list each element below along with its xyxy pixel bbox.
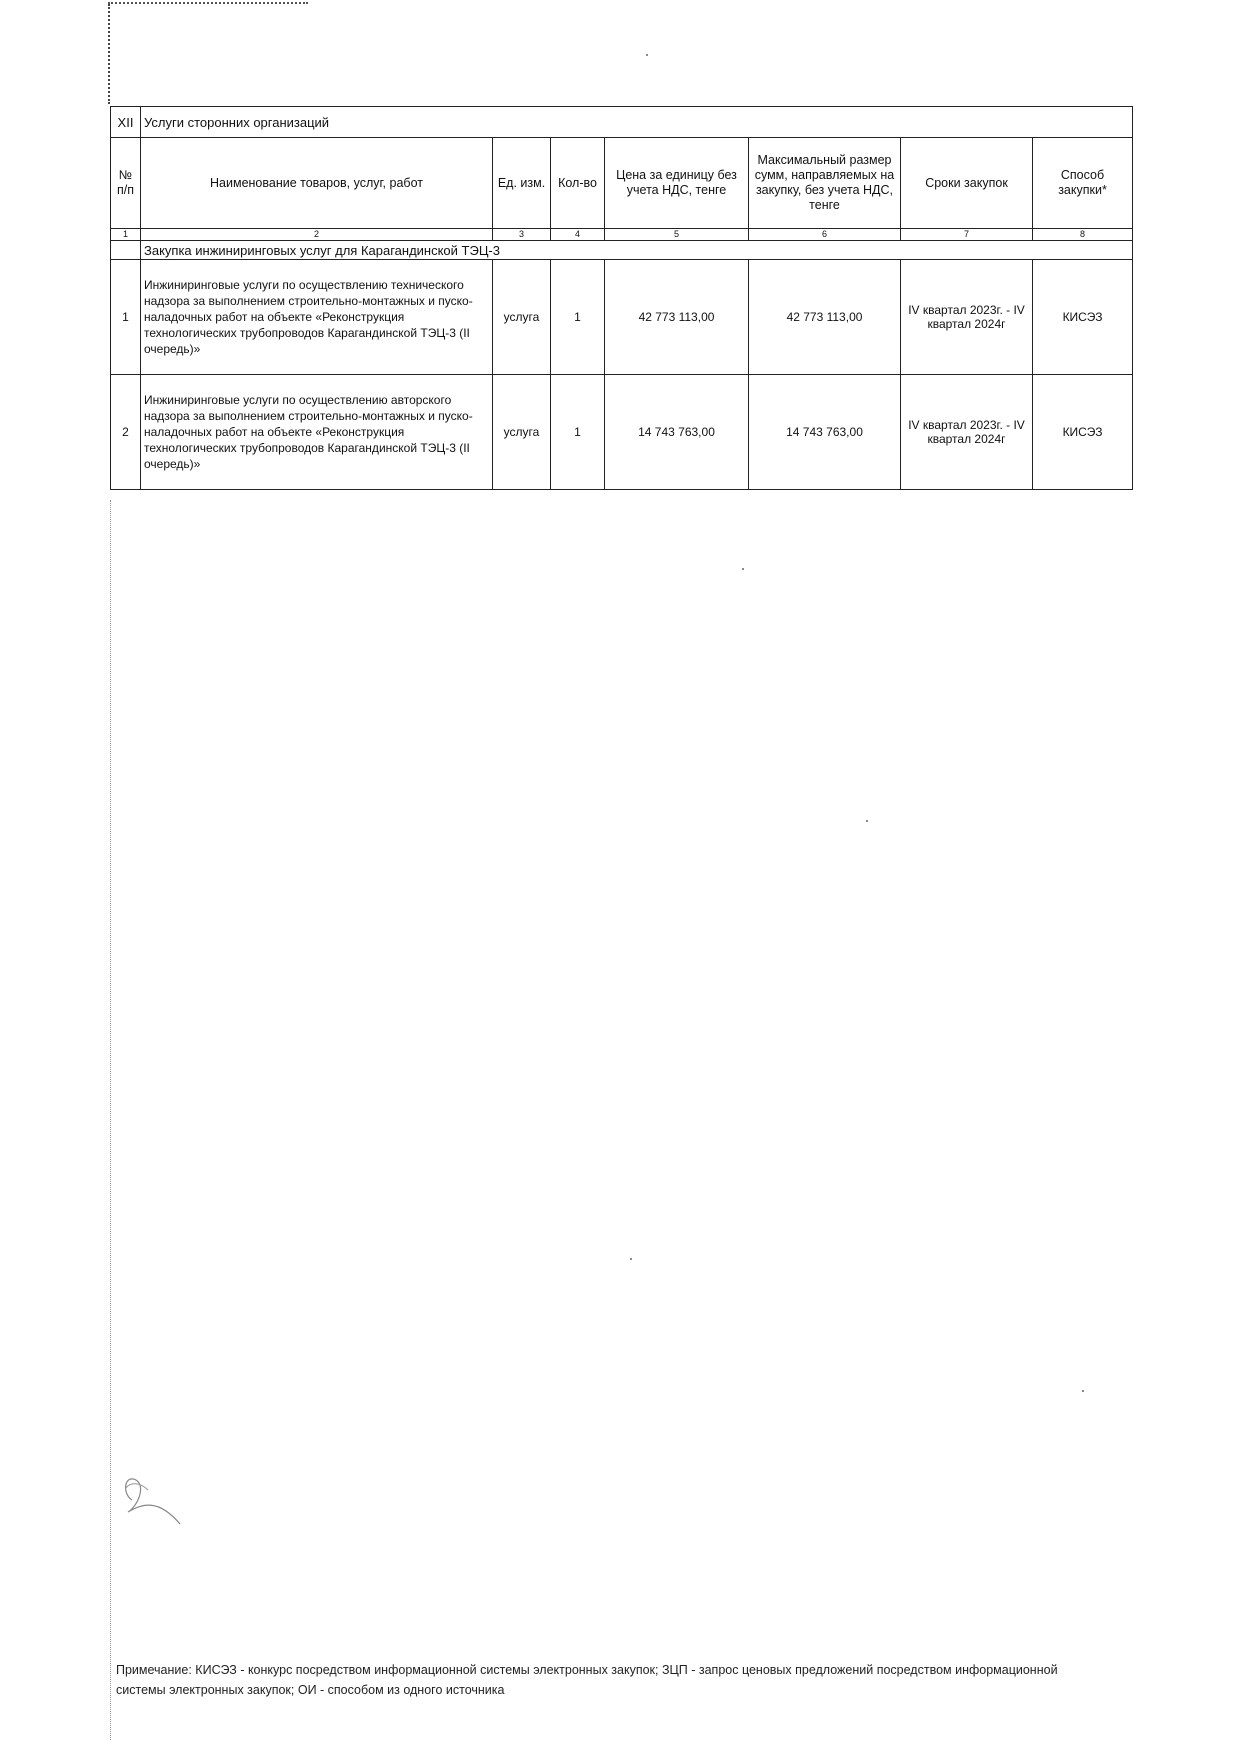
group-empty-cell bbox=[111, 241, 141, 260]
header-max-sum: Максимальный размер сумм, направляемых на закупку, без учета НДС, тенге bbox=[749, 138, 901, 229]
column-number-row bbox=[111, 229, 1133, 241]
row-unit: услуга bbox=[493, 260, 551, 375]
row-qty: 1 bbox=[551, 375, 605, 490]
header-method: Способ закупки* bbox=[1033, 138, 1133, 229]
scan-edge-top bbox=[108, 2, 308, 7]
header-num: № п/п bbox=[111, 138, 141, 229]
row-method: КИСЭЗ bbox=[1033, 375, 1133, 490]
column-number: 4 bbox=[551, 229, 605, 241]
row-price: 42 773 113,00 bbox=[605, 260, 749, 375]
header-name: Наименование товаров, услуг, работ bbox=[141, 138, 493, 229]
scan-margin-dots bbox=[110, 500, 113, 1740]
scan-speck bbox=[866, 820, 868, 822]
section-number: XII bbox=[111, 107, 141, 138]
column-number: 7 bbox=[901, 229, 1033, 241]
row-num: 2 bbox=[111, 375, 141, 490]
row-period: IV квартал 2023г. - IV квартал 2024г bbox=[901, 375, 1033, 490]
column-number: 1 bbox=[111, 229, 141, 241]
row-max-sum: 14 743 763,00 bbox=[749, 375, 901, 490]
column-number: 5 bbox=[605, 229, 749, 241]
section-title: Услуги сторонних организаций bbox=[141, 107, 1133, 138]
scan-edge-left bbox=[108, 4, 112, 104]
table-row bbox=[111, 260, 1133, 375]
header-price: Цена за единицу без учета НДС, тенге bbox=[605, 138, 749, 229]
header-period: Сроки закупок bbox=[901, 138, 1033, 229]
header-row bbox=[111, 138, 1133, 229]
row-price: 14 743 763,00 bbox=[605, 375, 749, 490]
section-row bbox=[111, 107, 1133, 138]
scan-speck bbox=[646, 54, 648, 56]
row-name: Инжиниринговые услуги по осуществлению авторского надзора за выполнением строительно-монтажных и пуско-наладочных работ на объекте «Реконструкция технологических трубопроводов Карагандинской ТЭЦ-3 (II очередь)» bbox=[141, 375, 493, 490]
procurement-table bbox=[110, 106, 1133, 490]
scan-speck bbox=[1082, 1390, 1084, 1392]
header-unit: Ед. изм. bbox=[493, 138, 551, 229]
row-num: 1 bbox=[111, 260, 141, 375]
scan-speck bbox=[742, 568, 744, 570]
group-title: Закупка инжиниринговых услуг для Карагандинской ТЭЦ-3 bbox=[141, 241, 1133, 260]
column-number: 3 bbox=[493, 229, 551, 241]
signature-mark bbox=[118, 1460, 198, 1530]
column-number: 2 bbox=[141, 229, 493, 241]
row-max-sum: 42 773 113,00 bbox=[749, 260, 901, 375]
table-row bbox=[111, 375, 1133, 490]
scan-speck bbox=[630, 1258, 632, 1260]
column-number: 6 bbox=[749, 229, 901, 241]
row-period: IV квартал 2023г. - IV квартал 2024г bbox=[901, 260, 1033, 375]
group-row bbox=[111, 241, 1133, 260]
row-unit: услуга bbox=[493, 375, 551, 490]
footnote: Примечание: КИСЭЗ - конкурс посредством информационной системы электронных закупок; ЗЦП - запрос ценовых предложений посредством информационной системы электронных закупок; ОИ - способом из одного источника bbox=[116, 1663, 1058, 1697]
column-number: 8 bbox=[1033, 229, 1133, 241]
header-qty: Кол-во bbox=[551, 138, 605, 229]
row-name: Инжиниринговые услуги по осуществлению технического надзора за выполнением строительно-монтажных и пуско-наладочных работ на объекте «Реконструкция технологических трубопроводов Карагандинской ТЭЦ-3 (II очередь)» bbox=[141, 260, 493, 375]
row-qty: 1 bbox=[551, 260, 605, 375]
row-method: КИСЭЗ bbox=[1033, 260, 1133, 375]
